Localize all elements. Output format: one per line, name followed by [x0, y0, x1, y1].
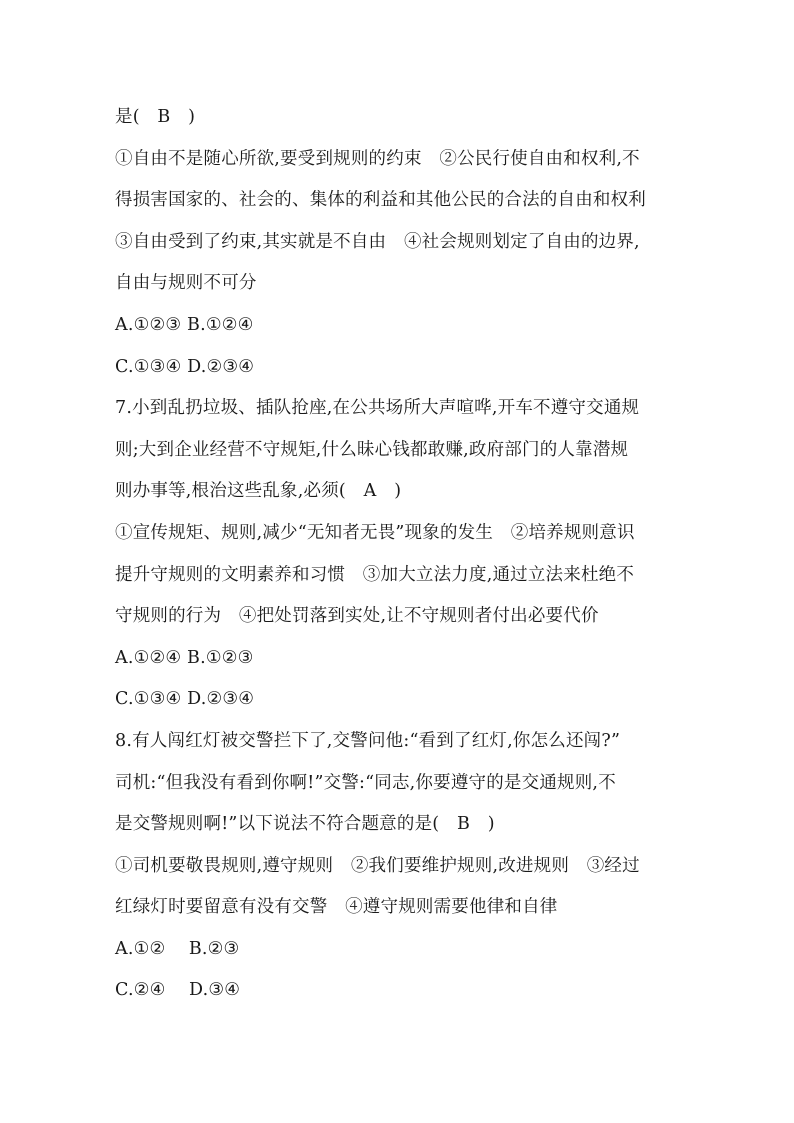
q6-statement-line: 得损害国家的、社会的、集体的利益和其他公民的合法的自由和权利: [115, 190, 646, 211]
q7-option-line: C.①③④ D.②③④: [115, 689, 255, 710]
q6-option-line: C.①③④ D.②③④: [115, 356, 255, 377]
q6-answer-line: 是( B ): [115, 107, 196, 127]
q7-question-line: 则办事等,根治这些乱象,必须( A ): [115, 481, 402, 502]
q8-option-line: C.②④ D.③④: [115, 980, 241, 1001]
q7-question-line: 7.小到乱扔垃圾、插队抢座,在公共场所大声喧哗,开车不遵守交通规: [115, 398, 640, 419]
q8-statement-line: 红绿灯时要留意有没有交警 ④遵守规则需要他律和自律: [115, 897, 558, 918]
q8-statement-line: ①司机要敬畏规则,遵守规则 ②我们要维护规则,改进规则 ③经过: [115, 855, 640, 876]
q7-question-line: 则;大到企业经营不守规矩,什么昧心钱都敢赚,政府部门的人靠潜规: [115, 439, 629, 460]
q8-question-line: 是交警规则啊!”以下说法不符合题意的是( B ): [115, 814, 495, 835]
q7-statement-line: ①宣传规矩、规则,减少“无知者无畏”现象的发生 ②培养规则意识: [115, 522, 635, 543]
q6-option-line: A.①②③ B.①②④: [115, 314, 254, 335]
q8-option-line: A.①② B.②③: [115, 938, 240, 959]
q6-statement-line: ③自由受到了约束,其实就是不自由 ④社会规则划定了自由的边界,: [115, 231, 640, 252]
q7-statement-line: 守规则的行为 ④把处罚落到实处,让不守规则者付出必要代价: [115, 606, 599, 627]
q6-statement-line: ①自由不是随心所欲,要受到规则的约束 ②公民行使自由和权利,不: [115, 148, 640, 169]
q8-question-line: 8.有人闯红灯被交警拦下了,交警问他:“看到了红灯,你怎么还闯?”: [115, 730, 621, 751]
q8-question-line: 司机:“但我没有看到你啊!”交警:“同志,你要遵守的是交通规则,不: [115, 772, 616, 793]
document-page: [115, 101, 690, 1016]
q7-statement-line: 提升守规则的文明素养和习惯 ③加大立法力度,通过立法来杜绝不: [115, 564, 635, 585]
q7-option-line: A.①②④ B.①②③: [115, 647, 254, 668]
q6-statement-line: 自由与规则不可分: [115, 273, 257, 294]
